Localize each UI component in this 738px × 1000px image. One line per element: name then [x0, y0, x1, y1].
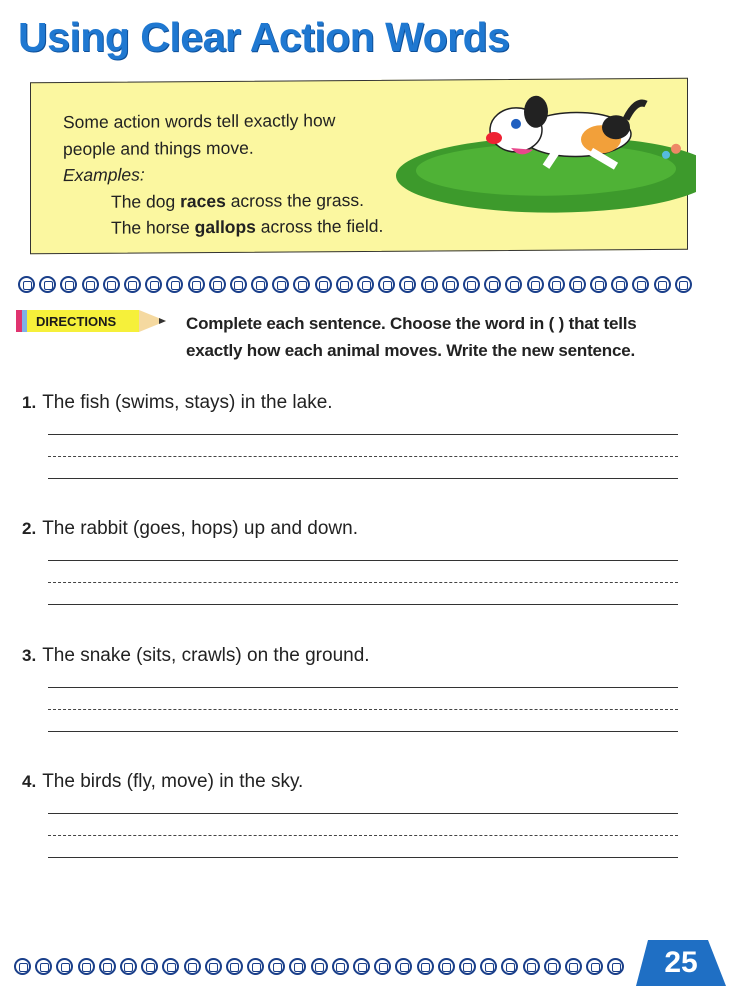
ring-ornament: [162, 958, 179, 975]
ring-ornament: [505, 276, 522, 293]
ring-ornament: [654, 276, 671, 293]
directions-text: Complete each sentence. Choose the word in ( ) that tells exactly how each animal moves. Write the new sentence.: [186, 314, 637, 360]
ring-ornament: [611, 276, 628, 293]
ring-ornament: [378, 276, 395, 293]
ring-ornament: [438, 958, 455, 975]
example-2: The horse gallops across the field.: [111, 215, 384, 238]
answer-midline: [48, 456, 678, 457]
ring-ornament: [523, 958, 540, 975]
ring-ornament: [99, 958, 116, 975]
answer-midline: [48, 709, 678, 710]
ring-ornament: [548, 276, 565, 293]
intro-line: people and things move.: [63, 137, 254, 159]
ring-ornament: [484, 276, 501, 293]
ring-ornament: [82, 276, 99, 293]
ring-ornament: [607, 958, 624, 975]
decorative-ring-border-top: [18, 276, 692, 293]
ring-ornament: [311, 958, 328, 975]
answer-baseline[interactable]: [48, 604, 678, 605]
ring-ornament: [247, 958, 264, 975]
example-1: The dog races across the grass.: [111, 189, 364, 212]
answer-midline: [48, 835, 678, 836]
examples-label: Examples:: [63, 164, 145, 186]
ring-ornament: [184, 958, 201, 975]
ring-ornament: [336, 276, 353, 293]
ring-ornament: [395, 958, 412, 975]
ring-ornament: [166, 276, 183, 293]
ring-ornament: [480, 958, 497, 975]
intro-line: Some action words tell exactly how: [63, 110, 336, 133]
exercise-item: 4. The birds (fly, move) in the sky.: [22, 771, 682, 793]
ring-ornament: [463, 276, 480, 293]
page-number-badge: [636, 940, 726, 986]
exercise-item: 3. The snake (sits, crawls) on the ground.: [22, 645, 682, 667]
ring-ornament: [459, 958, 476, 975]
ring-ornament: [230, 276, 247, 293]
directions-pencil-tag: [16, 308, 166, 334]
ring-ornament: [399, 276, 416, 293]
ring-ornament: [103, 276, 120, 293]
intro-box: [30, 78, 688, 255]
ring-ornament: [353, 958, 370, 975]
ring-ornament: [293, 276, 310, 293]
ring-ornament: [442, 276, 459, 293]
ring-ornament: [120, 958, 137, 975]
ring-ornament: [78, 958, 95, 975]
ring-ornament: [226, 958, 243, 975]
ring-ornament: [35, 958, 52, 975]
ring-ornament: [124, 276, 141, 293]
ring-ornament: [421, 276, 438, 293]
ring-ornament: [315, 276, 332, 293]
page-number: 25: [664, 946, 698, 979]
answer-baseline[interactable]: [48, 731, 678, 732]
ring-ornament: [272, 276, 289, 293]
page-title: Using Clear Action Words: [18, 14, 510, 60]
exercise-item: 2. The rabbit (goes, hops) up and down.: [22, 518, 682, 540]
ring-ornament: [188, 276, 205, 293]
ring-ornament: [268, 958, 285, 975]
ring-ornament: [18, 276, 35, 293]
ring-ornament: [544, 958, 561, 975]
answer-baseline[interactable]: [48, 857, 678, 858]
answer-line[interactable]: [48, 813, 678, 814]
answer-midline: [48, 582, 678, 583]
running-dog-illustration: [376, 89, 696, 251]
ring-ornament: [569, 276, 586, 293]
answer-line[interactable]: [48, 687, 678, 688]
ring-ornament: [586, 958, 603, 975]
ring-ornament: [14, 958, 31, 975]
ring-ornament: [56, 958, 73, 975]
answer-line[interactable]: [48, 560, 678, 561]
ring-ornament: [590, 276, 607, 293]
ring-ornament: [60, 276, 77, 293]
answer-line[interactable]: [48, 434, 678, 435]
ring-ornament: [357, 276, 374, 293]
decorative-ring-border-bottom: [14, 958, 624, 975]
ring-ornament: [289, 958, 306, 975]
ring-ornament: [141, 958, 158, 975]
ring-ornament: [374, 958, 391, 975]
exercise-item: 1. The fish (swims, stays) in the lake.: [22, 392, 682, 414]
answer-baseline[interactable]: [48, 478, 678, 479]
ring-ornament: [251, 276, 268, 293]
ring-ornament: [501, 958, 518, 975]
ring-ornament: [205, 958, 222, 975]
ring-ornament: [417, 958, 434, 975]
ring-ornament: [565, 958, 582, 975]
directions-label: DIRECTIONS: [36, 314, 117, 329]
ring-ornament: [209, 276, 226, 293]
ring-ornament: [39, 276, 56, 293]
ring-ornament: [145, 276, 162, 293]
ring-ornament: [527, 276, 544, 293]
ring-ornament: [675, 276, 692, 293]
ring-ornament: [632, 276, 649, 293]
ring-ornament: [332, 958, 349, 975]
